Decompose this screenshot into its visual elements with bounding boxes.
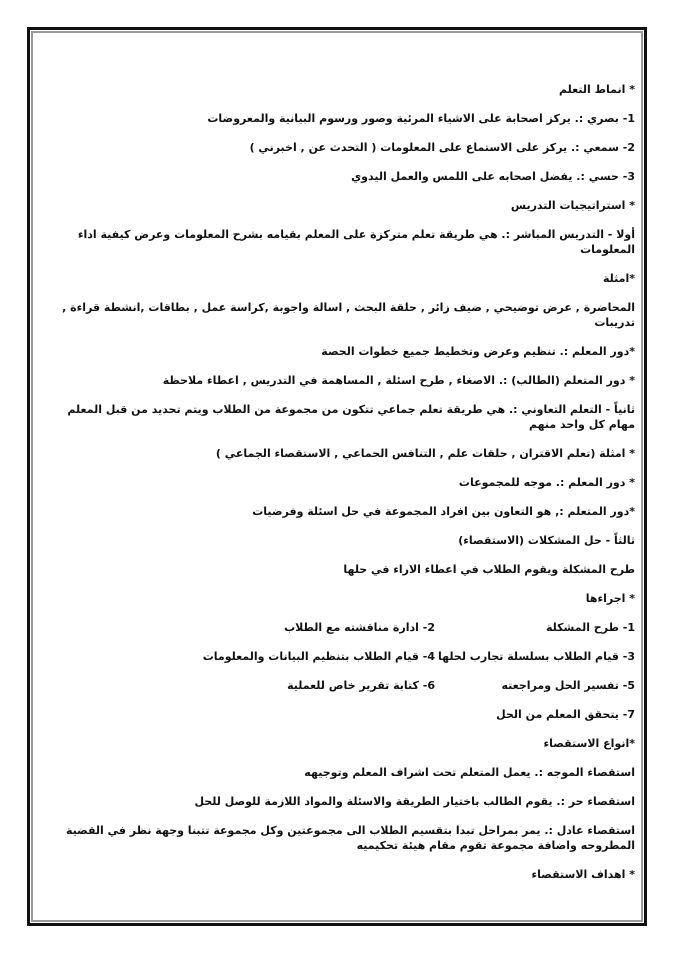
steps-row bbox=[44, 678, 635, 693]
heading-inquiry-goals: * اهداف الاستقصاء bbox=[531, 868, 635, 881]
step-item: 2- ادارة مناقشته مع الطلاب bbox=[284, 621, 435, 634]
text-line: استقصاء الموجه :. يعمل المتعلم تحت اشراف المعلم وتوجيهه bbox=[304, 766, 635, 779]
text-line: * دور المتعلم (الطالب) :. الاصغاء , طرح اسئلة , المساهمة في التدريس , اعطاء ملاحظة bbox=[162, 374, 635, 387]
step-item: 1- طرح المشكلة bbox=[545, 621, 635, 634]
heading-inquiry-types: *انواع الاستقصاء bbox=[543, 737, 635, 750]
heading-teaching-strategies: * استراتيجيات التدريس bbox=[510, 199, 635, 212]
heading-problem-solving: ثالثاً - حل المشكلات (الاستقصاء) bbox=[458, 534, 635, 547]
text-line: 3- حسي :. يفضل اصحابه على اللمس والعمل اليدوي bbox=[351, 170, 635, 183]
text-line: *دور المتعلم :, هو التعاون بين افراد المجموعة في حل اسئلة وفرضيات bbox=[252, 505, 635, 518]
step-item: 3- قيام الطلاب بسلسلة تجارب لحلها bbox=[438, 650, 635, 663]
step-item: 4- قيام الطلاب بتنظيم البيانات والمعلومات bbox=[202, 650, 435, 663]
heading-examples: *امثلة bbox=[603, 272, 635, 285]
text-line: ثانياً - التعلم التعاوني :. هي طريقة تعلم جماعي تتكون من مجموعة من الطلاب ويتم تحديد من قبل المعلم مهام كل واحد منهم bbox=[67, 403, 635, 431]
document-body bbox=[44, 82, 635, 896]
text-line: * دور المعلم :. موجه للمجموعات bbox=[458, 476, 635, 489]
text-line: 1- بصري :. يركز اصحابة على الاشياء المرئية وصور ورسوم البيانية والمعروضات bbox=[207, 112, 635, 125]
text-line: استقصاء عادل :. يمر بمراحل تبدا بتقسيم الطلاب الى مجموعتين وكل مجموعة تتبنا وجهة نظر في القضية المطروحه واضافة مجموعة تقوم مقام هيئة تحكيميه bbox=[65, 824, 635, 852]
text-line: طرح المشكلة ويقوم الطلاب في اعطاء الاراء في حلها bbox=[343, 563, 635, 576]
steps-row bbox=[44, 620, 635, 635]
text-line: المحاضرة , عرض توضيحي , ضيف زائر , حلقة البحث , اسالة واجوبة ,كراسة عمل , بطاقات ,انشطة قراءة , تدريبات bbox=[62, 301, 635, 329]
step-item: 5- تفسير الحل ومراجعته bbox=[501, 679, 635, 692]
text-line: * امثلة (تعلم الاقتران , حلقات علم , التنافس الحماعي , الاستقصاء الجماعي ) bbox=[215, 447, 635, 460]
text-line: 2- سمعي :. يركز على الاستماع على المعلومات ( التحدث عن , اخبرني ) bbox=[249, 141, 635, 154]
step-item: 6- كتابة تقرير خاص للعملية bbox=[287, 679, 435, 692]
text-line: أولا - التدريس المباشر :. هي طريقة تعلم متركزة على المعلم بقيامه بشرح المعلومات وعرض كيفية اداء المعلومات bbox=[77, 228, 635, 256]
heading-learning-styles: * انماط التعلم bbox=[559, 83, 635, 96]
heading-procedures: * اجراءها bbox=[585, 592, 635, 605]
steps-row bbox=[44, 649, 635, 664]
text-line: استقصاء حر :. يقوم الطالب باختيار الطريقة والاسئلة والمواد اللازمة للوصل للحل bbox=[194, 795, 635, 808]
text-line: *دور المعلم :. تنظيم وعرض وتخطيط جميع خطوات الحصة bbox=[321, 345, 635, 358]
step-item: 7- يتحقق المعلم من الحل bbox=[496, 708, 635, 721]
